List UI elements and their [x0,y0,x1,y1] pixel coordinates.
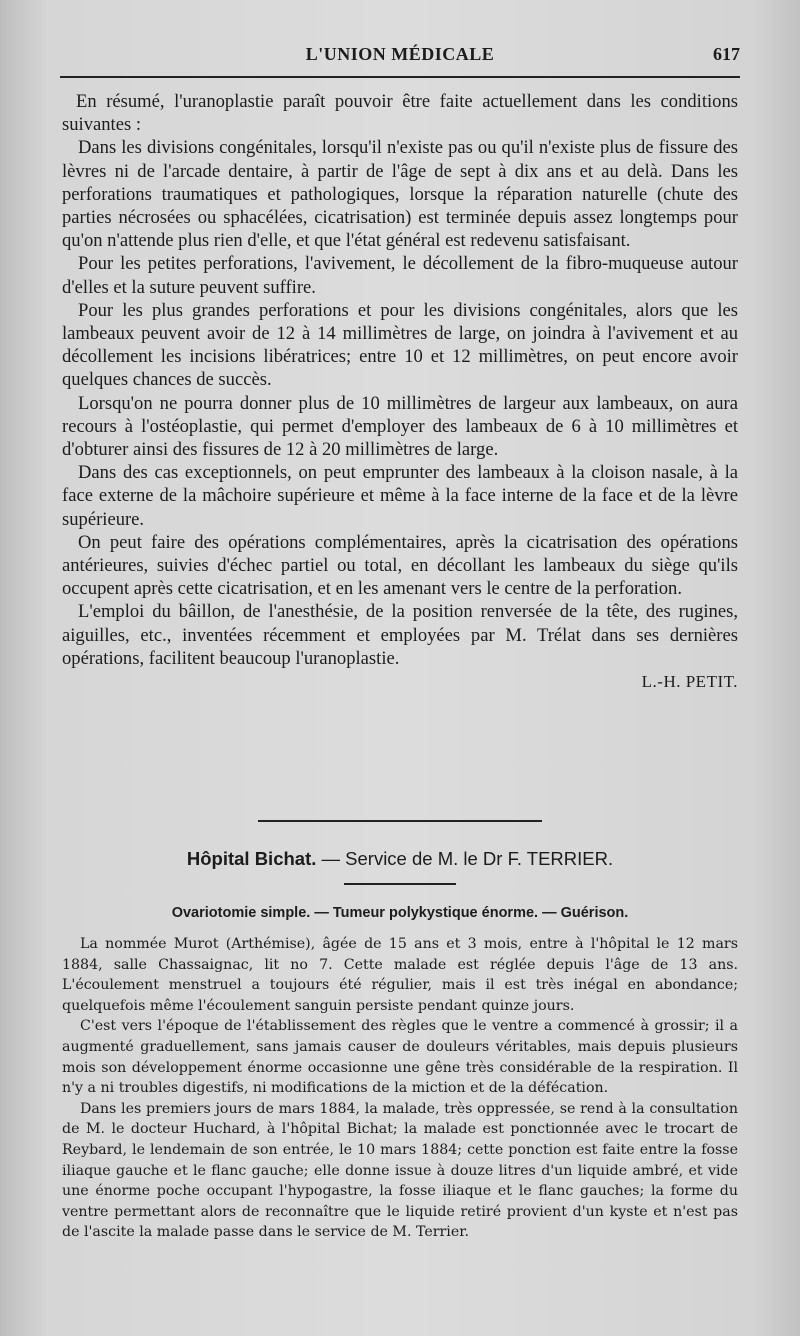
article-paragraph: Pour les plus grandes perforations et pour les divisions congénitales, alors que les lambeaux peuvent avoir de 12 à 14 millimètres de large, on joindra à l'avivement et au décollement les incisions libératrices; entre 10 et 12 millimètres, on peut encore avoir quelques chances de succès. [62,299,738,391]
page-header [60,44,740,74]
title-rule [344,883,456,885]
page-number: 617 [713,44,740,64]
section-divider [258,820,542,822]
article-paragraph: Dans les divisions congénitales, lorsqu'il n'existe pas ou qu'il n'existe plus de fissure des lèvres ni de l'arcade dentaire, à partir de l'âge de sept à dix ans et au delà. Dans les perforations traumatiques et pathologiques, lorsque la réparation naturelle (chute des parties nécrosées ou sphacélées, cicatrisation) est terminée depuis assez longtemps pour qu'on n'attende plus rien d'elle, et que l'état général est redevenu satisfaisant. [62,137,738,252]
article-paragraph: Lorsqu'on ne pourra donner plus de 10 millimètres de largeur aux lambeaux, on aura recours à l'ostéoplastie, qui permet d'employer des lambeaux de 6 à 10 millimètres et d'obturer ainsi des fissures de 12 à 20 millimètres de large. [62,392,738,461]
article-paragraph: Dans des cas exceptionnels, on peut emprunter des lambeaux à la cloison nasale, à la face externe de la mâchoire supérieure et même à la face interne de la face et de la lèvre supérieure. [62,462,738,530]
article-paragraph: L'emploi du bâillon, de l'anesthésie, de la position renversée de la tête, des rugines, aiguilles, etc., inventées récemment et employées par M. Trélat dans ses dernières opérations, facilitent beaucoup l'uranoplastie. [62,601,738,669]
case-paragraph: La nommée Murot (Arthémise), âgée de 15 ans et 3 mois, entre à l'hôpital le 12 mars 1884, salle Chassaignac, lit no 7. Cette malade est réglée depuis l'âge de 13 ans. L'écoulement menstruel a toujours été régulier, mais il est très inégal en abondance; quelquefois même l'écoulement sanguin persiste pendant quinze jours. [62,936,738,1014]
header-rule [60,76,740,78]
article-paragraph: Pour les petites perforations, l'avivement, le décollement de la fibro-muqueuse autour d'elles et la suture peuvent suffire. [62,253,738,298]
article-paragraph: On peut faire des opérations complémentaires, après la cicatrisation des opérations antérieures, suivies d'échec partiel ou total, en décollant les lambeaux du siège qu'ils occupent après cette cicatrisation, et en les amenant vers le centre de la perforation. [62,531,738,600]
case-title: Ovariotomie simple. — Tumeur polykystique énorme. — Guérison. [171,905,629,921]
hospital-name: Hôpital Bichat. [186,848,317,869]
case-paragraph: C'est vers l'époque de l'établissement des règles que le ventre a commencé à grossir; il a augmenté graduellement, sans jamais causer de douleurs véritables, mais depuis plusieurs mois son développement énorme occasionne une gêne très considérable de la respiration. Il n'y a ni troubles digestifs, ni modifications de la miction et de la défécation. [62,1018,738,1097]
service-name: — Service de M. le Dr F. TERRIER. [321,848,614,869]
case-paragraph: Dans les premiers jours de mars 1884, la malade, très oppressée, se rend à la consultation de M. le docteur Huchard, à l'hôpital Bichat; la malade est ponctionnée avec le trocart de Reybard, le lendemain de son entrée, le 10 mars 1884; cette ponction est faite entre la fosse iliaque gauche et le flanc gauche; elle donne issue à douze litres d'un liquide ambré, et vide une énorme poche occupant l'hypogastre, la fosse iliaque et le flanc gauches; la forme du ventre permettant alors de reconnaître que le liquide retiré provient d'un kyste et n'est pas de l'ascite la malade passe dans le service de M. Terrier. [62,1100,738,1241]
article-paragraph: En résumé, l'uranoplastie paraît pouvoir être faite actuellement dans les conditions suivantes : [62,91,738,136]
article-body [62,90,738,693]
case-body [62,934,738,1243]
section-title [62,848,738,870]
running-title: L'UNION MÉDICALE [305,44,495,64]
author-signature: L.-H. PETIT. [641,672,738,692]
